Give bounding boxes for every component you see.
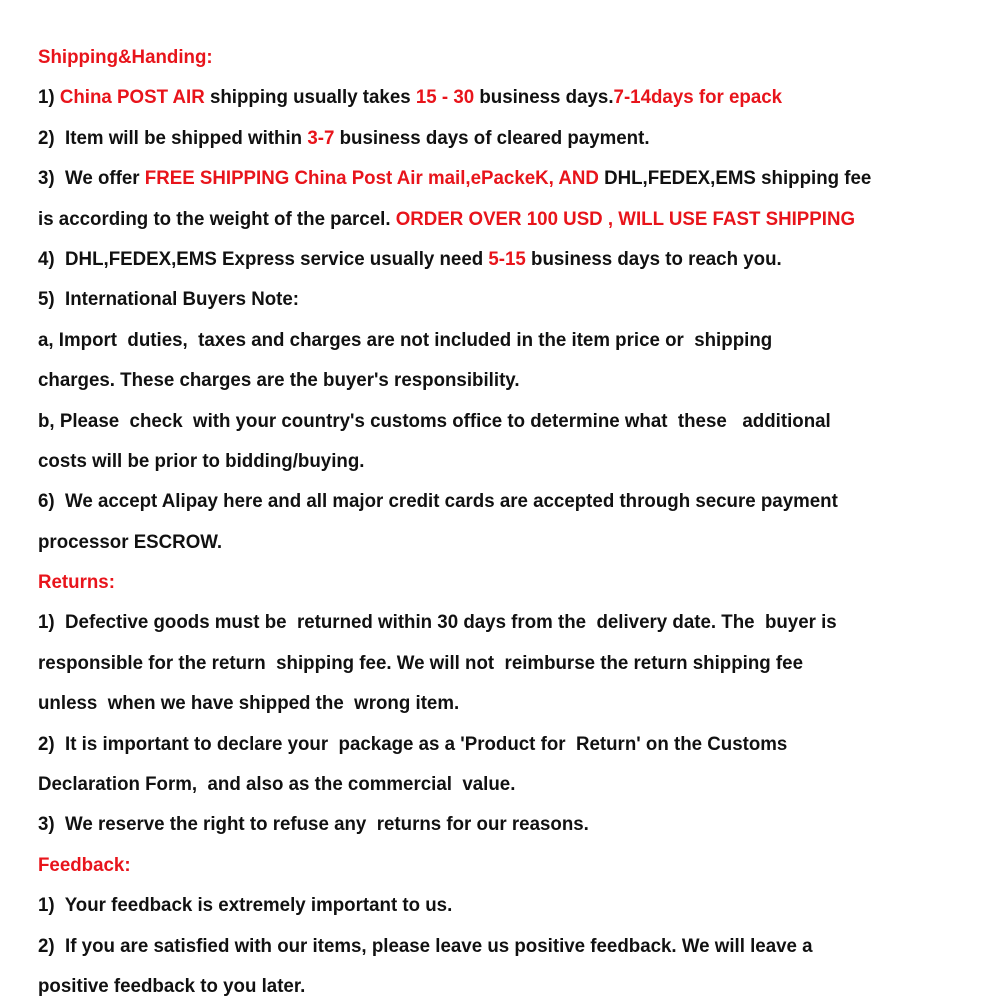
returns-line-1: 1) Defective goods must be returned within 30 days from the delivery date. The buyer is bbox=[38, 612, 837, 634]
express-days-highlight: 5-15 bbox=[488, 248, 526, 270]
shipping-line-8: charges. These charges are the buyer's responsibility. bbox=[38, 370, 520, 392]
free-shipping-highlight: FREE SHIPPING China Post Air mail,ePackeK, AND bbox=[144, 168, 599, 190]
feedback-line-2: 2) If you are satisfied with our items, please leave us positive feedback. We will leave a bbox=[38, 935, 813, 957]
shipping-line-6: 5) International Buyers Note: bbox=[38, 289, 300, 311]
shipping-line-3: 3) We offer FREE SHIPPING China Post Air mail,ePackeK, AND DHL,FEDEX,EMS shipping fee bbox=[38, 168, 872, 190]
ship-within-highlight: 3-7 bbox=[307, 127, 335, 149]
feedback-heading: Feedback: bbox=[38, 854, 131, 876]
shipping-line-7: a, Import duties, taxes and charges are not included in the item price or shipping bbox=[38, 329, 773, 351]
shipping-line-10: costs will be prior to bidding/buying. bbox=[38, 450, 365, 472]
shipping-line-5: 4) DHL,FEDEX,EMS Express service usually need 5-15 business days to reach you. bbox=[38, 248, 782, 270]
returns-heading: Returns: bbox=[38, 572, 115, 594]
shipping-line-4: is according to the weight of the parcel. ORDER OVER 100 USD , WILL USE FAST SHIPPING bbox=[38, 208, 856, 230]
policy-document bbox=[38, 38, 988, 1007]
epack-days-highlight: 7-14days for epack bbox=[613, 87, 783, 109]
shipping-line-12: processor ESCROW. bbox=[38, 531, 223, 553]
returns-line-3: unless when we have shipped the wrong item. bbox=[38, 693, 460, 715]
returns-line-6: 3) We reserve the right to refuse any returns for our reasons. bbox=[38, 814, 589, 836]
shipping-line-11: 6) We accept Alipay here and all major credit cards are accepted through secure payment bbox=[38, 491, 838, 513]
shipping-days-highlight: 15 - 30 bbox=[415, 87, 475, 109]
feedback-line-1: 1) Your feedback is extremely important to us. bbox=[38, 895, 453, 917]
returns-line-4: 2) It is important to declare your package as a 'Product for Return' on the Customs bbox=[38, 733, 788, 755]
shipping-heading: Shipping&Handing: bbox=[38, 47, 213, 68]
shipping-line-9: b, Please check with your country's customs office to determine what these additional bbox=[38, 410, 831, 432]
returns-line-2: responsible for the return shipping fee. We will not reimburse the return shipping fee bbox=[38, 652, 803, 674]
shipping-method-highlight: China POST AIR bbox=[59, 87, 205, 109]
returns-line-5: Declaration Form, and also as the commercial value. bbox=[38, 774, 516, 796]
shipping-line-2: 2) Item will be shipped within 3-7 business days of cleared payment. bbox=[38, 127, 650, 149]
shipping-line-1: 1) China POST AIR shipping usually takes 15 - 30 business days.7-14days for epack bbox=[38, 87, 783, 109]
feedback-line-3: positive feedback to you later. bbox=[38, 975, 306, 997]
fast-shipping-highlight: ORDER OVER 100 USD , WILL USE FAST SHIPPING bbox=[395, 208, 856, 230]
